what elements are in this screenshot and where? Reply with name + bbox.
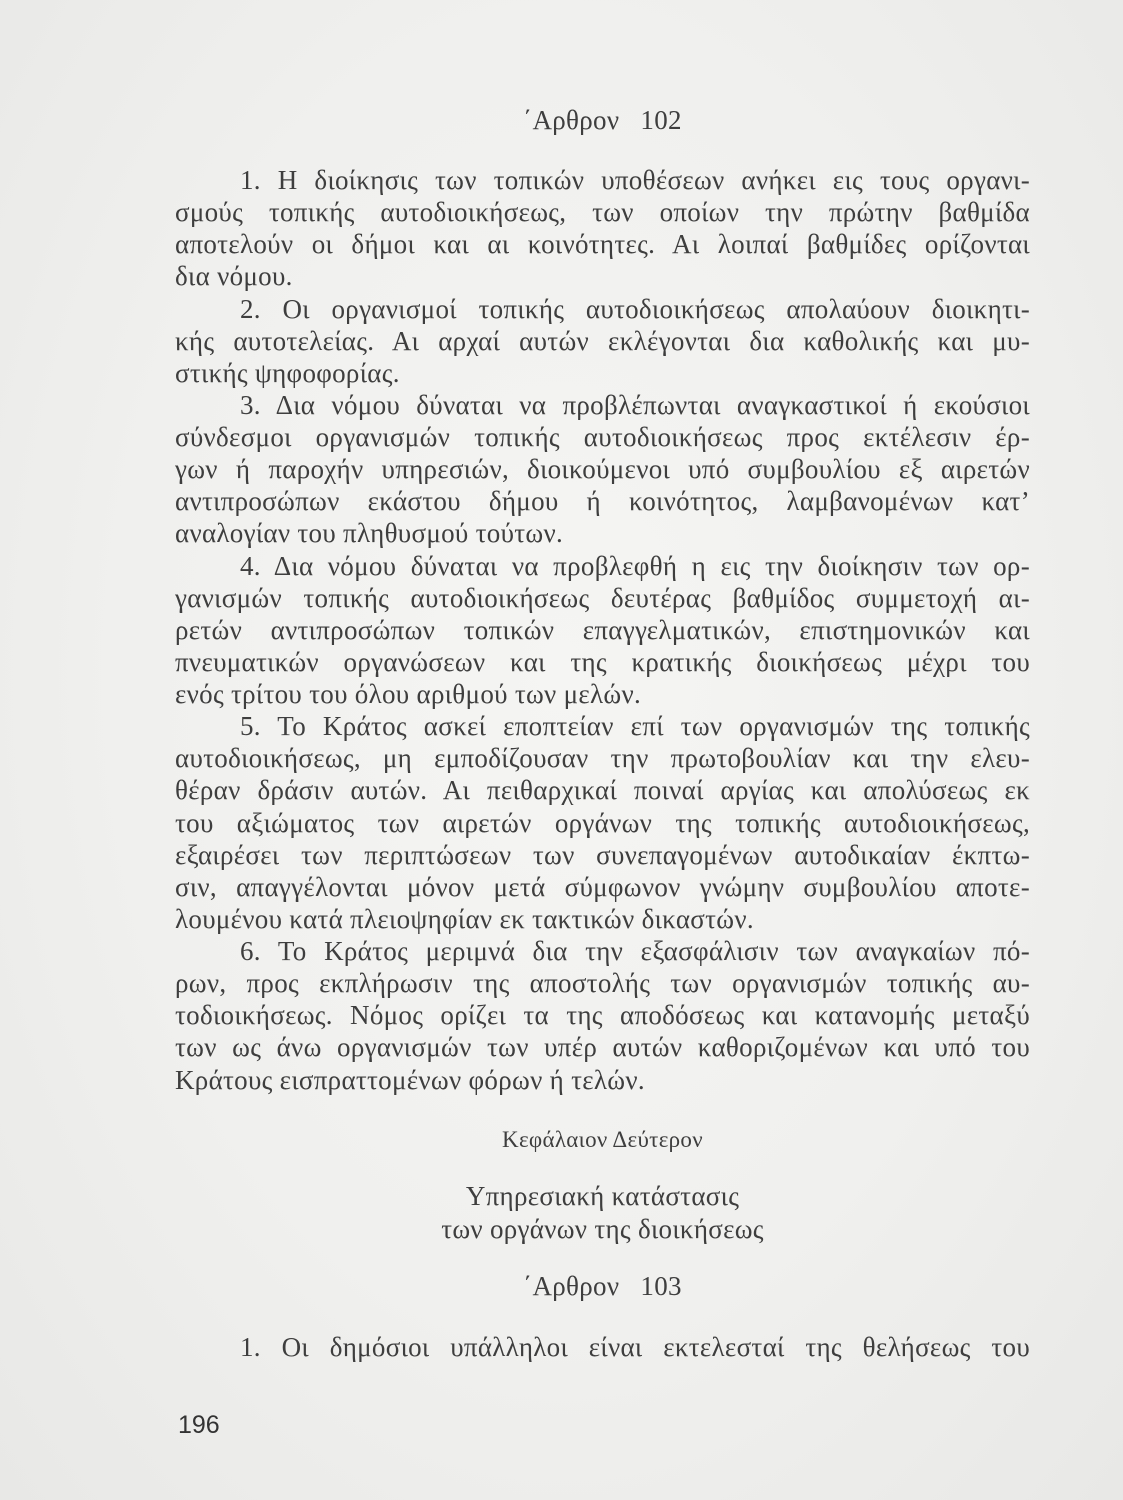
text-line: κής αυτοτελείας. Αι αρχαί αυτών εκλέγονται δια καθολικής και μυ- [175,325,1030,356]
section-title-line: των οργάνων της διοικήσεως [441,1214,764,1244]
text-line: αντιπροσώπων εκάστου δήμου ή κοινότητος, λαμβανομένων κατ’ [175,486,1030,517]
text-line: αυτοδιοικήσεως, μη εμποδίζουσαν την πρωτοβουλίαν και την ελευ- [175,743,1030,774]
text-line: στικής ψηφοφορίας. [175,357,400,388]
text-line: αναλογίαν του πληθυσμού τούτων. [175,518,564,549]
text-line: γανισμών τοπικής αυτοδιοικήσεως δευτέρας βαθμίδος συμμετοχή αι- [175,582,1030,613]
chapter-heading: Κεφάλαιον Δεύτερον [502,1127,703,1152]
paragraph [175,935,1030,1096]
text-line: γων ή παροχήν υπηρεσιών, διοικούμενοι υπό συμβουλίου εξ αιρετών [175,454,1030,485]
section-title [175,1180,1030,1246]
text-line: των ως άνω οργανισμών των υπέρ αυτών καθοριζομένων και υπό του [175,1032,1030,1063]
text-line: σμούς τοπικής αυτοδιοικήσεως, των οποίων την πρώτην βαθμίδα [175,197,1030,228]
paragraph [175,1331,1030,1363]
text-line: εξαιρέσει των περιπτώσεων των συνεπαγομένων αυτοδικαίαν έκπτω- [175,839,1030,870]
paragraph [175,710,1030,935]
text-line: 1. Οι δημόσιοι υπάλληλοι είναι εκτελεσταί της θελήσεως του [240,1332,1030,1362]
text-line: 1. Η διοίκησις των τοπικών υποθέσεων ανήκει εις τους οργανι- [240,165,1030,195]
text-line: ενός τρίτου του όλου αριθμού των μελών. [175,679,642,709]
article-102-body [175,164,1030,1096]
text-line: 4. Δια νόμου δύναται να προβλεφθή η εις την διοίκησιν των ορ- [240,550,1030,581]
text-line: σιν, απαγγέλονται μόνον μετά σύμφωνον γνώμην συμβουλίου αποτε- [175,871,1030,902]
paragraph [175,550,1030,711]
text-line: Κράτους εισπραττομένων φόρων ή τελών. [175,1064,645,1095]
page-number: 196 [178,1411,220,1439]
text-line: τοδιοικήσεως. Νόμος ορίζει τα της αποδόσεως και κατανομής μεταξύ [175,1000,1030,1031]
text-line: 5. Το Κράτος ασκεί εποπτείαν επί των οργανισμών της τοπικής [240,711,1030,742]
text-line: ρετών αντιπροσώπων τοπικών επαγγελματικών, επιστημονικών και [175,614,1030,645]
article-102-heading: ΄Αρθρον 102 [523,105,682,135]
text-line: λουμένου κατά πλειοψηφίαν εκ τακτικών δικαστών. [175,903,754,934]
text-line: πνευματικών οργανώσεων και της κρατικής διοικήσεως μέχρι του [175,646,1030,677]
text-line: σύνδεσμοι οργανισμών τοπικής αυτοδιοικήσεως προς εκτέλεσιν έρ- [175,422,1030,452]
paragraph [175,164,1030,293]
text-line: θέραν δράσιν αυτών. Αι πειθαρχικαί ποιναί αργίας και απολύσεως εκ [175,775,1030,806]
text-line: αποτελούν οι δήμοι και αι κοινότητες. Αι λοιπαί βαθμίδες ορίζονται [175,229,1030,260]
article-103-heading: ΄Αρθρον 103 [523,1271,682,1301]
paragraph [175,293,1030,389]
article-103-body [175,1331,1030,1363]
text-line: ρων, προς εκπλήρωσιν της αποστολής των οργανισμών τοπικής αυ- [175,968,1030,999]
paragraph [175,389,1030,550]
text-line: 2. Οι οργανισμοί τοπικής αυτοδιοικήσεως απολαύουν διοικητι- [240,293,1030,324]
section-title-line: Υπηρεσιακή κατάστασις [465,1181,740,1211]
text-line: δια νόμου. [175,261,293,292]
text-line: 3. Δια νόμου δύναται να προβλέπωνται αναγκαστικοί ή εκούσιοι [240,389,1030,420]
text-line: 6. Το Κράτος μεριμνά δια την εξασφάλισιν των αναγκαίων πό- [240,936,1030,966]
text-line: του αξιώματος των αιρετών οργάνων της τοπικής αυτοδιοικήσεως, [175,807,1030,838]
